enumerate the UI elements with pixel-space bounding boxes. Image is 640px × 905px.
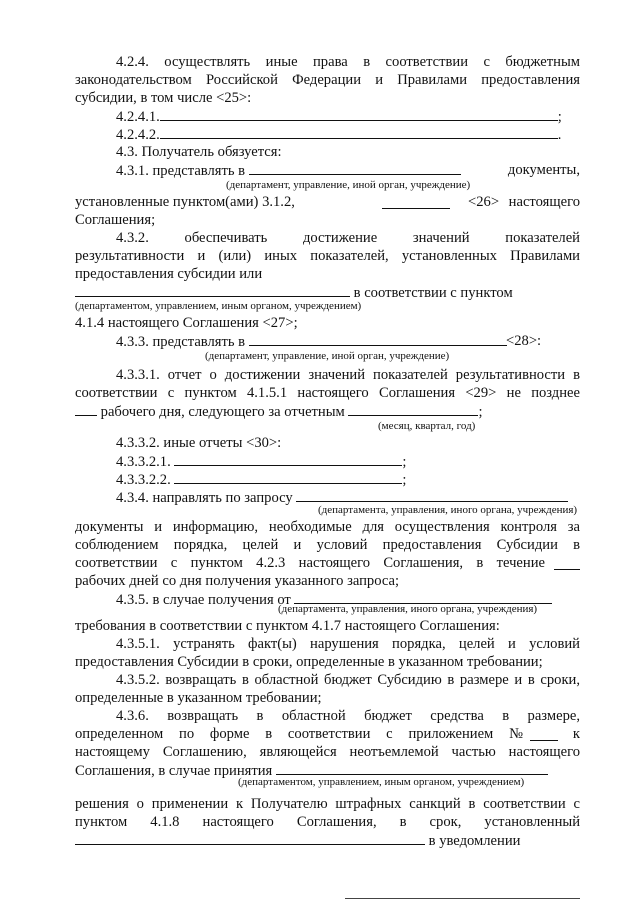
footnote-separator [345,898,580,899]
footnote-ref: <28>: [506,333,542,349]
item-number: 4.3.3.2.1. [116,454,171,470]
text-line [116,107,580,126]
text-line: 4.3.3.1. отчет о достижении значений показателей результативности в [116,367,580,383]
text-line: 4.3.5.1. устранять факт(ы) нарушения порядка, целей и условий [116,636,580,652]
field-caption: (месяц, квартал, год) [378,420,476,432]
blank-field [75,402,97,416]
text-fragment: установленные пунктом(ами) 3.1.2, [75,194,295,210]
text-line: 4.3. Получатель обязуется: [116,144,282,160]
blank-field [294,590,552,604]
punctuation: ; [402,454,407,470]
field-caption: (департаментом, управлением, иным органом, учреждением) [75,300,362,312]
text-fragment: соответствии с пунктом 4.2.3 настоящего Соглашения, в течение [75,555,545,571]
item-number: 4.2.4.2. [116,127,160,143]
punctuation: . [557,127,562,143]
blank-field [249,332,507,346]
text-line: предоставления Субсидии в сроки, определенные в указанном требовании; [75,654,543,670]
item-number: 4.3.3.2.2. [116,472,171,488]
text-line: пунктом 4.1.8 настоящего Соглашения, в срок, установленный [75,814,580,830]
text-line: 4.3.6. возвращать в областной бюджет средства в размере, [116,708,580,724]
text-line: требования в соответствии с пунктом 4.1.7 настоящего Соглашения: [75,618,500,634]
punctuation: ; [557,109,562,125]
text-line: соблюдением порядка, целей и условий предоставления Субсидии в [75,537,580,553]
text-line [116,125,580,144]
blank-field [174,452,402,466]
text-fragment: 4.3.3. представлять в [116,334,246,350]
text-line: документы и информацию, необходимые для осуществления контроля за [75,519,580,535]
blank-field [554,556,580,570]
text-line: 4.3.2. обеспечивать достижение значений показателей [116,230,580,246]
field-caption: (департаментом, управлением, иным органом, учреждением) [238,776,525,788]
text-line: рабочих дней со дня получения указанного запроса; [75,573,400,589]
blank-field [160,125,558,139]
blank-field [75,283,350,297]
text-fragment: настоящего [508,194,580,210]
text-line [75,831,580,850]
text-line: соответствии с пунктом 4.1.5.1 настоящего Соглашения <29> не позднее [75,385,580,401]
text-line: 4.1.4 настоящего Соглашения <27>; [75,315,298,331]
text-fragment: документы, [507,162,580,178]
text-fragment: в соответствии с пунктом [353,285,513,301]
footnote-ref: <26> [468,194,500,210]
text-line: субсидии, в том числе <25>: [75,90,252,106]
punctuation: ; [402,472,407,488]
text-line: результативности и (или) иных показателей, установленных Правилами [75,248,580,264]
text-line: законодательством Российской Федерации и Правилами предоставления [75,72,580,88]
text-line: 4.3.5.2. возвращать в областной бюджет Субсидию в размере и в сроки, [116,672,580,688]
text-line: настоящему Соглашению, являющейся неотъемлемой частью настоящего [75,744,580,760]
text-fragment: Соглашения, в случае принятия [75,763,273,779]
text-fragment: 4.3.5. в случае получения от [116,592,291,608]
field-caption: (департамента, управления, иного органа, учреждения) [318,504,578,516]
text-line [116,470,580,489]
blank-field [174,470,402,484]
text-line [116,452,580,471]
text-line: решения о применении к Получателю штрафных санкций в соответствии с [75,796,580,812]
field-caption: (департамента, управления, иного органа, учреждения) [278,603,538,615]
text-line [75,725,580,743]
blank-field [160,107,558,121]
text-fragment: рабочего дня, следующего за отчетным [100,404,345,420]
text-line [75,193,580,211]
text-line [75,554,580,572]
text-line: Соглашения; [75,212,156,228]
blank-field [530,727,558,741]
blank-field [75,831,425,845]
text-line [75,402,580,421]
text-line: определенные в указанном требовании; [75,690,322,706]
text-line [116,161,580,180]
text-fragment: 4.3.4. направлять по запросу [116,490,293,506]
text-fragment: в уведомлении [428,833,521,849]
blank-field [276,761,548,775]
field-caption: (департамент, управление, иной орган, учреждение) [226,179,471,191]
text-line: 4.2.4. осуществлять иные права в соответствии с бюджетным [116,54,580,70]
text-line: 4.3.3.2. иные отчеты <30>: [116,435,282,451]
field-caption: (департамент, управление, иной орган, учреждение) [205,350,450,362]
punctuation: ; [478,404,483,420]
text-fragment: 4.3.1. представлять в [116,163,246,179]
blank-field [348,402,478,416]
blank-field [382,195,450,209]
text-fragment: к [572,726,580,742]
text-fragment: определенном по форме в соответствии с приложением № [75,726,523,742]
text-line [116,332,580,351]
item-number: 4.2.4.1. [116,109,160,125]
blank-field [249,161,461,175]
blank-field [296,488,568,502]
text-line: предоставления субсидии или [75,266,263,282]
